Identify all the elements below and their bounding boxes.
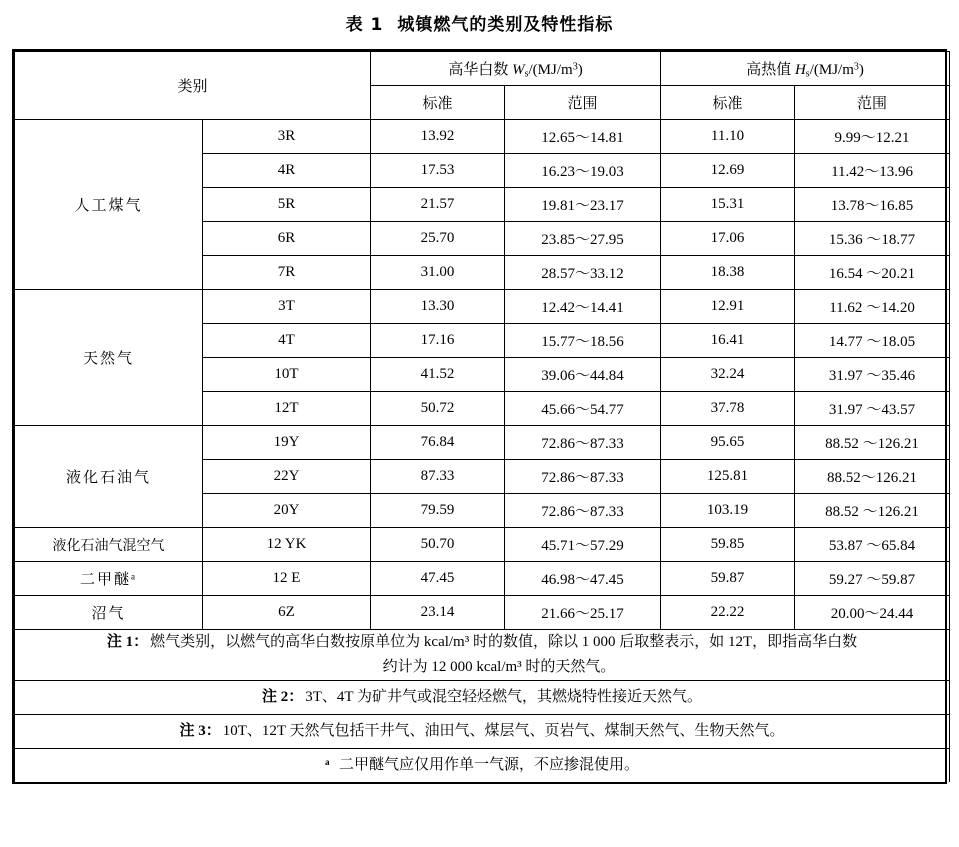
wobbe-standard: 21.57: [371, 188, 505, 222]
heat-standard: 12.69: [661, 154, 795, 188]
gas-table-container: [12, 49, 947, 784]
wobbe-range: 12.65～14.81: [505, 120, 661, 154]
table-row: [15, 528, 950, 562]
heat-standard: 15.31: [661, 188, 795, 222]
table-body: [15, 120, 950, 782]
heat-standard: 32.24: [661, 358, 795, 392]
wobbe-range: 21.66～25.17: [505, 596, 661, 630]
header-row-1: [15, 52, 950, 86]
heat-standard: 95.65: [661, 426, 795, 460]
heat-standard: 59.87: [661, 562, 795, 596]
note-3: [15, 714, 950, 748]
header-heat-unit: /(MJ/m: [809, 61, 854, 78]
table-head: [15, 52, 950, 120]
heat-standard: 16.41: [661, 324, 795, 358]
heat-range: 88.52 ～126.21: [795, 494, 950, 528]
heat-range: 59.27 ～59.87: [795, 562, 950, 596]
header-heat-label: 高热值: [746, 61, 792, 78]
note-2: [15, 680, 950, 714]
heat-standard: 125.81: [661, 460, 795, 494]
header-wobbe-range: 范围: [505, 86, 661, 120]
heat-standard: 103.19: [661, 494, 795, 528]
wobbe-standard: 17.53: [371, 154, 505, 188]
header-heat-unit-end: ): [858, 61, 864, 78]
wobbe-range: 46.98～47.45: [505, 562, 661, 596]
heat-standard: 12.91: [661, 290, 795, 324]
heat-range: 9.99～12.21: [795, 120, 950, 154]
wobbe-standard: 50.70: [371, 528, 505, 562]
gas-type: 12 E: [203, 562, 371, 596]
heat-range: 11.42～13.96: [795, 154, 950, 188]
heat-standard: 11.10: [661, 120, 795, 154]
wobbe-standard: 25.70: [371, 222, 505, 256]
wobbe-range: 72.86～87.33: [505, 494, 661, 528]
gas-type: 3R: [203, 120, 371, 154]
gas-type: 6Z: [203, 596, 371, 630]
gas-properties-table: [14, 51, 950, 782]
group-label-dimethyl-ether: [15, 562, 203, 596]
header-wobbe-unit-end: ): [577, 61, 583, 78]
header-heat-symbol: H: [794, 61, 806, 78]
wobbe-standard: 76.84: [371, 426, 505, 460]
wobbe-range: 28.57～33.12: [505, 256, 661, 290]
table-row: [15, 562, 950, 596]
heat-range: 31.97 ～35.46: [795, 358, 950, 392]
gas-type: 12T: [203, 392, 371, 426]
header-heat-range: 范围: [795, 86, 950, 120]
wobbe-range: 45.66～54.77: [505, 392, 661, 426]
heat-range: 88.52～126.21: [795, 460, 950, 494]
group-label-lpg-air-mixture: 液化石油气混空气: [15, 528, 203, 562]
heat-range: 14.77 ～18.05: [795, 324, 950, 358]
note-1: [15, 630, 950, 681]
note-lead: 注 3：: [179, 722, 221, 739]
caption-title: 城镇燃气的类别及特性指标: [397, 15, 614, 35]
header-wobbe-index: [371, 52, 661, 86]
wobbe-range: 16.23～19.03: [505, 154, 661, 188]
note-lead: 注 2：: [261, 688, 304, 705]
gas-type: 4R: [203, 154, 371, 188]
wobbe-range: 15.77～18.56: [505, 324, 661, 358]
note-text: 二甲醚气应仅用作单一气源，不应掺混使用。: [338, 756, 639, 773]
header-wobbe-symbol: W: [512, 61, 525, 78]
wobbe-range: 72.86～87.33: [505, 460, 661, 494]
group-label-lpg: 液化石油气: [15, 426, 203, 528]
wobbe-range: 23.85～27.95: [505, 222, 661, 256]
heat-standard: 22.22: [661, 596, 795, 630]
table-note: [15, 748, 950, 782]
table-row: [15, 426, 950, 460]
gas-type: 12 YK: [203, 528, 371, 562]
wobbe-standard: 87.33: [371, 460, 505, 494]
wobbe-standard: 79.59: [371, 494, 505, 528]
wobbe-standard: 13.92: [371, 120, 505, 154]
heat-standard: 18.38: [661, 256, 795, 290]
header-heat-unit-exp: 3: [853, 61, 859, 73]
header-wobbe-label: 高华白数: [448, 61, 509, 78]
header-category: 类别: [15, 52, 371, 120]
wobbe-range: 72.86～87.33: [505, 426, 661, 460]
table-note: [15, 680, 950, 714]
note-text-continued: 约计为 12 000 kcal/m³ 时的天然气。: [382, 658, 616, 675]
wobbe-range: 19.81～23.17: [505, 188, 661, 222]
group-label-biogas: 沼气: [15, 596, 203, 630]
note-footnote-a: [15, 748, 950, 782]
header-heat-standard: 标准: [661, 86, 795, 120]
header-wobbe-standard: 标准: [371, 86, 505, 120]
wobbe-range: 12.42～14.41: [505, 290, 661, 324]
heat-range: 88.52 ～126.21: [795, 426, 950, 460]
wobbe-standard: 31.00: [371, 256, 505, 290]
heat-range: 16.54 ～20.21: [795, 256, 950, 290]
header-wobbe-sub: s: [524, 68, 529, 80]
table-note: [15, 630, 950, 681]
header-wobbe-unit: /(MJ/m: [528, 61, 573, 78]
wobbe-standard: 13.30: [371, 290, 505, 324]
header-heating-value: [661, 52, 950, 86]
heat-range: 13.78～16.85: [795, 188, 950, 222]
wobbe-range: 45.71～57.29: [505, 528, 661, 562]
note-text: 燃气类别，以燃气的高华白数按原单位为 kcal/m³ 时的数值，除以 1 000 后取整表示，如 12T，即指高华白数: [150, 634, 858, 650]
gas-type: 7R: [203, 256, 371, 290]
header-wobbe-unit-exp: 3: [572, 61, 578, 73]
heat-range: 11.62 ～14.20: [795, 290, 950, 324]
table-row: [15, 596, 950, 630]
wobbe-standard: 23.14: [371, 596, 505, 630]
heat-standard: 59.85: [661, 528, 795, 562]
table-row: [15, 120, 950, 154]
header-heat-sub: s: [805, 68, 810, 80]
gas-type: 5R: [203, 188, 371, 222]
gas-type: 22Y: [203, 460, 371, 494]
note-lead: ᵃ: [325, 756, 330, 773]
heat-range: 15.36 ～18.77: [795, 222, 950, 256]
heat-range: 53.87 ～65.84: [795, 528, 950, 562]
table-note: [15, 714, 950, 748]
table-caption: [0, 0, 959, 49]
heat-range: 20.00～24.44: [795, 596, 950, 630]
caption-number: 表 1: [345, 15, 384, 35]
gas-type: 19Y: [203, 426, 371, 460]
group-label-artificial-gas: 人工煤气: [15, 120, 203, 290]
gas-type: 20Y: [203, 494, 371, 528]
gas-type: 3T: [203, 290, 371, 324]
heat-range: 31.97 ～43.57: [795, 392, 950, 426]
wobbe-standard: 47.45: [371, 562, 505, 596]
footnote-marker: a: [131, 571, 137, 582]
note-lead: 注 1：: [106, 634, 149, 650]
group-label-text: 二甲醚: [79, 572, 131, 588]
heat-standard: 17.06: [661, 222, 795, 256]
wobbe-range: 39.06～44.84: [505, 358, 661, 392]
wobbe-standard: 50.72: [371, 392, 505, 426]
heat-standard: 37.78: [661, 392, 795, 426]
gas-type: 10T: [203, 358, 371, 392]
group-label-natural-gas: 天然气: [15, 290, 203, 426]
note-text: 3T、4T 为矿井气或混空轻烃燃气，其燃烧特性接近天然气。: [305, 688, 703, 705]
note-text: 10T、12T 天然气包括干井气、油田气、煤层气、页岩气、煤制天然气、生物天然气。: [222, 722, 785, 739]
gas-type: 4T: [203, 324, 371, 358]
wobbe-standard: 17.16: [371, 324, 505, 358]
wobbe-standard: 41.52: [371, 358, 505, 392]
table-row: [15, 290, 950, 324]
gas-type: 6R: [203, 222, 371, 256]
